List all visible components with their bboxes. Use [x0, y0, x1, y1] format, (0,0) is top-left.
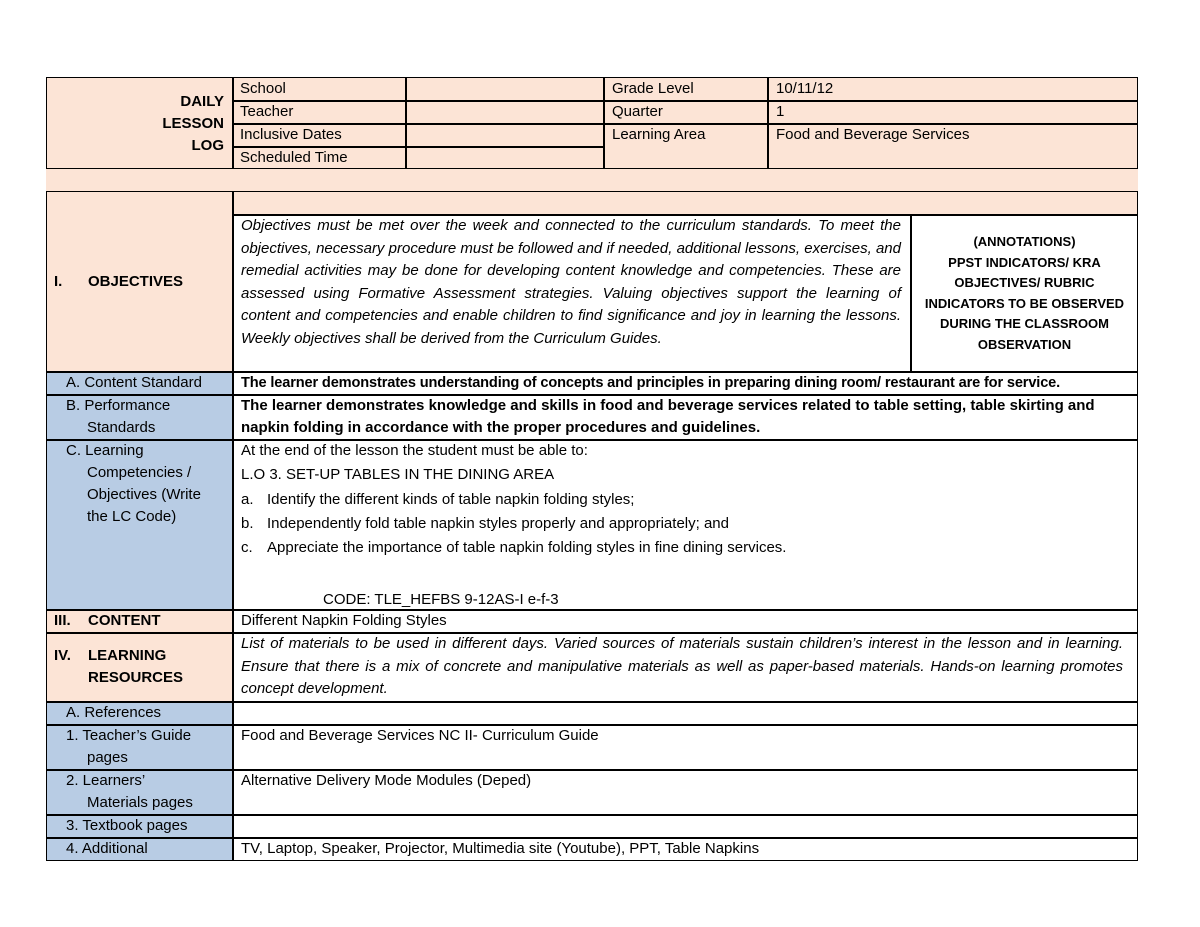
- dates-label: Inclusive Dates: [240, 126, 342, 143]
- area-value: Food and Beverage Services: [776, 126, 970, 143]
- performance-text: The learner demonstrates knowledge and skills in food and beverage services related to table setting, table skirting and napkin folding in accordance with the proper procedures and guidelines.: [241, 397, 1095, 436]
- learners-materials-value: Alternative Delivery Mode Modules (Deped): [241, 772, 532, 789]
- references-label: A. References: [66, 704, 162, 721]
- spacer-band: [46, 169, 1138, 191]
- performance-label: B. Performance Standards: [66, 397, 171, 436]
- teacher-label: Teacher: [240, 103, 294, 120]
- grade-label: Grade Level: [612, 80, 694, 97]
- learners-materials-label: 2. Learners’ Materials pages: [66, 772, 193, 811]
- list-item: a. Identify the different kinds of table napkin folding styles;: [241, 491, 635, 508]
- competencies-body: [235, 440, 1135, 560]
- additional-label: 4. Additional: [66, 840, 148, 857]
- content-num: III.: [54, 612, 71, 629]
- objectives-heading: OBJECTIVES: [88, 273, 184, 290]
- resources-text: List of materials to be used in different days. Varied sources of materials sustain children’s interest in the lesson and in learning. Ensure that there is a mix of concrete and manipulative materials as well as paper-based materials. Hands-on learning promotes concept development.: [241, 635, 1123, 697]
- list-item: c. Appreciate the importance of table napkin folding styles in fine dining services.: [241, 539, 787, 556]
- objectives-text: Objectives must be met over the week and connected to the curriculum standards. To meet the objectives, necessary procedure must be followed and if needed, additional lessons, exercises, and remedial activities may be done for developing content knowledge and competencies. These are assessed using Formative Assessment strategies. Valuing objectives support the learning of content and competencies and enable children to find significance and joy in learning the lessons. Weekly objectives shall be derived from the Curriculum Guides.: [241, 217, 901, 347]
- list-item: b. Independently fold table napkin styles properly and appropriately; and: [241, 515, 729, 532]
- content-standard-label: A. Content Standard: [66, 374, 202, 391]
- content-standard-text: The learner demonstrates understanding of concepts and principles in preparing dining room/ restaurant are for service.: [241, 375, 1061, 391]
- quarter-value: 1: [776, 103, 785, 120]
- quarter-label: Quarter: [612, 103, 663, 120]
- lc-code: CODE: TLE_HEFBS 9-12AS-I e-f-3: [323, 591, 559, 608]
- school-label: School: [240, 80, 286, 97]
- grade-value: 10/11/12: [776, 80, 834, 97]
- competencies-label: C. Learning Competencies / Objectives (Write the LC Code): [66, 442, 201, 525]
- area-label: Learning Area: [612, 126, 706, 143]
- resources-heading: LEARNING RESOURCES: [88, 647, 184, 686]
- textbook-label: 3. Textbook pages: [66, 817, 188, 834]
- objectives-num: I.: [54, 273, 63, 290]
- content-text: Different Napkin Folding Styles: [241, 612, 447, 629]
- competencies-intro: At the end of the lesson the student must be able to:: [241, 442, 588, 459]
- teacher-guide-label: 1. Teacher’s Guide pages: [66, 727, 192, 766]
- additional-value: TV, Laptop, Speaker, Projector, Multimedia site (Youtube), PPT, Table Napkins: [241, 840, 760, 857]
- dll-title: DAILY LESSON LOG: [162, 93, 224, 154]
- content-heading: CONTENT: [88, 612, 161, 629]
- resources-num: IV.: [54, 647, 71, 664]
- time-label: Scheduled Time: [240, 149, 348, 166]
- teacher-guide-value: Food and Beverage Services NC II- Curriculum Guide: [241, 727, 599, 744]
- annotations-box: (ANNOTATIONS) PPST INDICATORS/ KRA OBJECTIVES/ RUBRIC INDICATORS TO BE OBSERVED DURING THE CLASSROOM OBSERVATION: [924, 234, 1125, 352]
- learning-outcome: L.O 3. SET-UP TABLES IN THE DINING AREA: [241, 466, 555, 483]
